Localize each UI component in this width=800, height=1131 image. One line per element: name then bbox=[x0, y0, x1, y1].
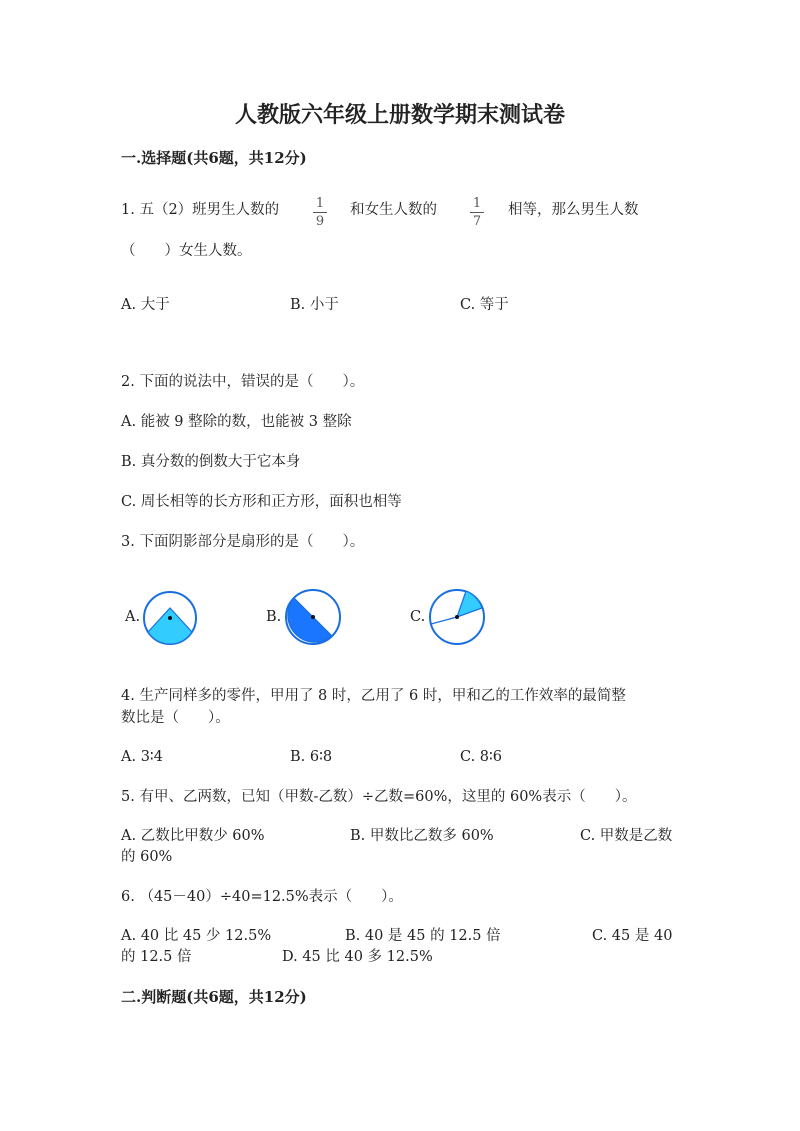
page-title: 人教版六年级上册数学期末测试卷 bbox=[234, 102, 565, 128]
q3-label-a: A. bbox=[125, 609, 141, 625]
q3-figure-b bbox=[284, 588, 342, 646]
q1-fraction-2-denominator: 7 bbox=[472, 214, 482, 229]
q1-fraction-2 bbox=[467, 196, 487, 229]
q5-text: 5. 有甲、乙两数，已知（甲数-乙数）÷乙数=60%，这里的 60%表示（ ）。 bbox=[121, 789, 637, 805]
q2-text: 2. 下面的说法中，错误的是（ ）。 bbox=[121, 374, 365, 390]
section-heading-choice: 一.选择题(共6题，共12分) bbox=[121, 149, 307, 167]
q1-fraction-2-numerator: 1 bbox=[472, 196, 482, 211]
q3-figure-a bbox=[142, 590, 198, 646]
q4-option-c: C. 8∶6 bbox=[460, 749, 503, 765]
q1-text-line2: （ ）女生人数。 bbox=[121, 243, 252, 259]
q1-fraction-1-numerator: 1 bbox=[315, 196, 325, 211]
q1-fraction-1 bbox=[310, 196, 330, 229]
q1-option-a: A. 大于 bbox=[121, 297, 170, 313]
q6-option-b: B. 40 是 45 的 12.5 倍 bbox=[345, 928, 501, 944]
q6-option-d: D. 45 比 40 多 12.5% bbox=[282, 949, 433, 965]
q1-fraction-1-denominator: 9 bbox=[315, 214, 325, 229]
q6-option-a: A. 40 比 45 少 12.5% bbox=[121, 928, 272, 944]
q4-text-line1: 4. 生产同样多的零件，甲用了 8 时，乙用了 6 时，甲和乙的工作效率的最简整 bbox=[121, 688, 626, 704]
q4-option-b: B. 6∶8 bbox=[290, 749, 333, 765]
q1-option-b: B. 小于 bbox=[290, 297, 339, 313]
q2-option-a: A. 能被 9 整除的数，也能被 3 整除 bbox=[121, 414, 352, 430]
q3-label-b: B. bbox=[266, 609, 282, 625]
q4-text-line2: 数比是（ ）。 bbox=[121, 710, 230, 726]
section-heading-judgement: 二.判断题(共6题，共12分) bbox=[121, 988, 307, 1006]
q3-text: 3. 下面阴影部分是扇形的是（ ）。 bbox=[121, 534, 365, 550]
q2-option-c: C. 周长相等的长方形和正方形，面积也相等 bbox=[121, 494, 402, 510]
q3-label-c: C. bbox=[410, 609, 426, 625]
q6-text: 6. （45－40）÷40=12.5%表示（ ）。 bbox=[121, 889, 403, 905]
q1-option-c: C. 等于 bbox=[460, 297, 509, 313]
q1-text-part2: 和女生人数的 bbox=[350, 202, 437, 218]
q5-option-a: A. 乙数比甲数少 60% bbox=[121, 828, 265, 844]
q1-text-part1: 1. 五（2）班男生人数的 bbox=[121, 202, 280, 218]
q5-option-c: C. 甲数是乙数 bbox=[580, 828, 673, 844]
q6-option-c-cont: 的 12.5 倍 bbox=[121, 949, 192, 965]
q5-option-b: B. 甲数比乙数多 60% bbox=[350, 828, 494, 844]
q3-figure-c bbox=[428, 588, 486, 646]
q6-option-c: C. 45 是 40 bbox=[592, 928, 673, 944]
q2-option-b: B. 真分数的倒数大于它本身 bbox=[121, 454, 301, 470]
q4-option-a: A. 3∶4 bbox=[121, 749, 163, 765]
q1-text-part3: 相等，那么男生人数 bbox=[508, 202, 639, 218]
q5-option-c-cont: 的 60% bbox=[121, 849, 173, 865]
